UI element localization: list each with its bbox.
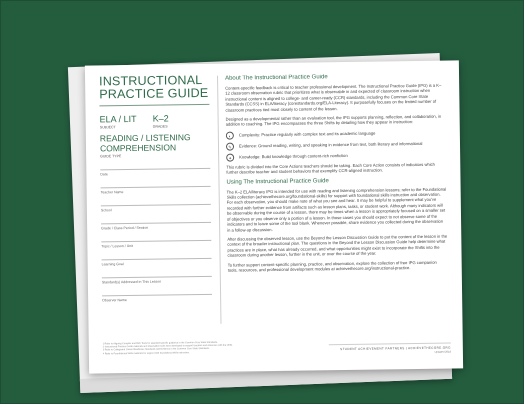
page-footer xyxy=(329,343,451,356)
guide-type-line-2: COMPREHENSION xyxy=(99,141,177,153)
guide-type-label: GUIDE TYPE xyxy=(100,154,122,159)
form-field-teacher-name: Teacher Name xyxy=(101,186,211,195)
grades-block xyxy=(153,113,169,128)
shift-evidence-text: Evidence: Ground reading, writing, and speaking in evidence from text, both literary and informational xyxy=(238,141,423,149)
form-fields xyxy=(100,168,212,303)
shift-complexity-text: Complexity: Practice regularly with complex text and its academic language xyxy=(238,130,376,138)
using-paragraph-3: To further support content-specific planning, practice, and observation, explore the collection of free IPG companion tools, resources, and professional development modules at achievethecore.org/instructional-practice. xyxy=(227,259,437,273)
title-line-2: PRACTICE GUIDE xyxy=(99,85,209,102)
using-heading: Using The Instructional Practice Guide xyxy=(226,177,329,186)
about-paragraph-1: Content-specific feedback is critical to teacher professional development. The Instructional Practice Guide (IPG) is a K–12 classroom observation rubric that prioritizes what is observable in and expected of classroom instruction when instructional content is aligned to college- and career-ready (CCR) standards, including the Common Core State Standards (CCSS) in ELA/literacy (corestandards.org/ELA-Literacy). It purposefully focuses on the limited number of classroom practices tied most closely to content of the lesson. xyxy=(225,82,442,113)
grades-label: GRADES xyxy=(152,124,168,129)
footer-version: Updated 2018 xyxy=(434,350,451,354)
form-field-learning-goal: Learning Goal xyxy=(102,258,212,267)
column-divider xyxy=(217,76,221,324)
guide-type xyxy=(100,133,210,154)
evidence-icon: ✎ xyxy=(226,142,234,150)
form-field-grade-class: Grade / Class Period / Section xyxy=(101,222,211,231)
subject-grade-row xyxy=(100,113,210,130)
cover-column xyxy=(99,74,213,356)
subject-value: ELA / LIT xyxy=(99,113,137,125)
form-field-standards: Standard(s) Addressed in This Lesson xyxy=(102,276,212,285)
using-paragraph-1: The K–2 ELA/literacy IPG is intended for use with reading and listening comprehension lessons; refer to the Foundational Skills collection (achievethecore.org/foundational-skills) for support with foundational skills instruction and observation. For each observation, you should make note of what you see and hear. It may be helpful to supplement what you've recorded with further evidence from artifacts such as lesson plans, tasks, or student work. Although many indicators will be observable during the course of a lesson, there may be times when a lesson is appropriately focused on a smaller set of objectives or you observe only a portion of a lesson. In those cases you should expect to not observe some of the indicators and to leave some of the tool blank. Whenever possible, share evidence you collected during the observation in a follow-up discussion. xyxy=(226,186,447,233)
title-rule xyxy=(99,104,209,107)
title-line-1: INSTRUCTIONAL xyxy=(98,72,203,89)
subject-label: SUBJECT xyxy=(99,125,116,130)
form-field-topic: Topic / Lesson / Unit xyxy=(101,240,211,249)
subject-block xyxy=(100,114,137,130)
footnotes xyxy=(103,340,323,356)
shift-complexity xyxy=(226,128,446,139)
form-field-date: Date xyxy=(100,168,210,177)
footer-brand: STUDENT ACHIEVEMENT PARTNERS | ACHIEVETHECORE.ORG xyxy=(340,345,451,352)
about-paragraph-3: This rubric is divided into the Core Actions teachers should be taking. Each Core Action consists of indicators which further describe teacher and student behaviors that exemplify CCR-aligned instruction. xyxy=(226,161,435,175)
grades-value: K–2 xyxy=(152,113,169,124)
shift-evidence xyxy=(226,139,446,150)
shift-knowledge xyxy=(226,150,446,161)
document-title xyxy=(99,74,209,102)
shift-knowledge-text: Knowledge: Build knowledge through content-rich nonfiction xyxy=(239,153,348,160)
guide-type-line-1: READING / LISTENING xyxy=(99,132,191,144)
form-field-observer-name: Observer Name xyxy=(102,294,212,303)
document-page xyxy=(85,60,463,373)
complexity-icon: ◐ xyxy=(226,131,234,139)
footnote-1: 1 Refer to Aligning Complex and Rich Texts for standard-specific guidance in the Common Core State Standards. xyxy=(102,341,218,346)
knowledge-icon: ✦ xyxy=(226,153,234,161)
about-paragraph-2: Designed as a developmental rather than an evaluation tool, the IPG supports planning, reflection, and collaboration, in addition to coaching. The IPG encompasses the three Shifts by detailing how they appear in instruction: xyxy=(225,113,442,128)
footnote-3: 3 Refer to Collegeand Career Readiness Standards and Evidence in the Common Core State Standards. xyxy=(102,348,210,352)
using-paragraph-2: After discussing the observed lesson, use the Beyond the Lesson Discussion Guide to put the content of the lesson in the context of the broader instructional plan. The questions in the Beyond the Lesson Discussion Guide help determine what practices are in place, what has already occurred, and what opportunities might exist to incorporate the Shifts into the classroom during another lesson, further in the unit, or over the course of the year. xyxy=(227,233,448,258)
footnote-4: 4 Refer to Foundational Skills materials for support with foundational skills instruction. xyxy=(102,351,190,356)
text-column xyxy=(225,73,449,344)
about-heading: About The Instructional Practice Guide xyxy=(225,74,328,82)
footnote-2: 2 Instructional Practice Guide materials and observation tools were developed to support teachers and observers with the shifts. xyxy=(102,344,233,349)
form-field-school: School xyxy=(101,204,211,213)
